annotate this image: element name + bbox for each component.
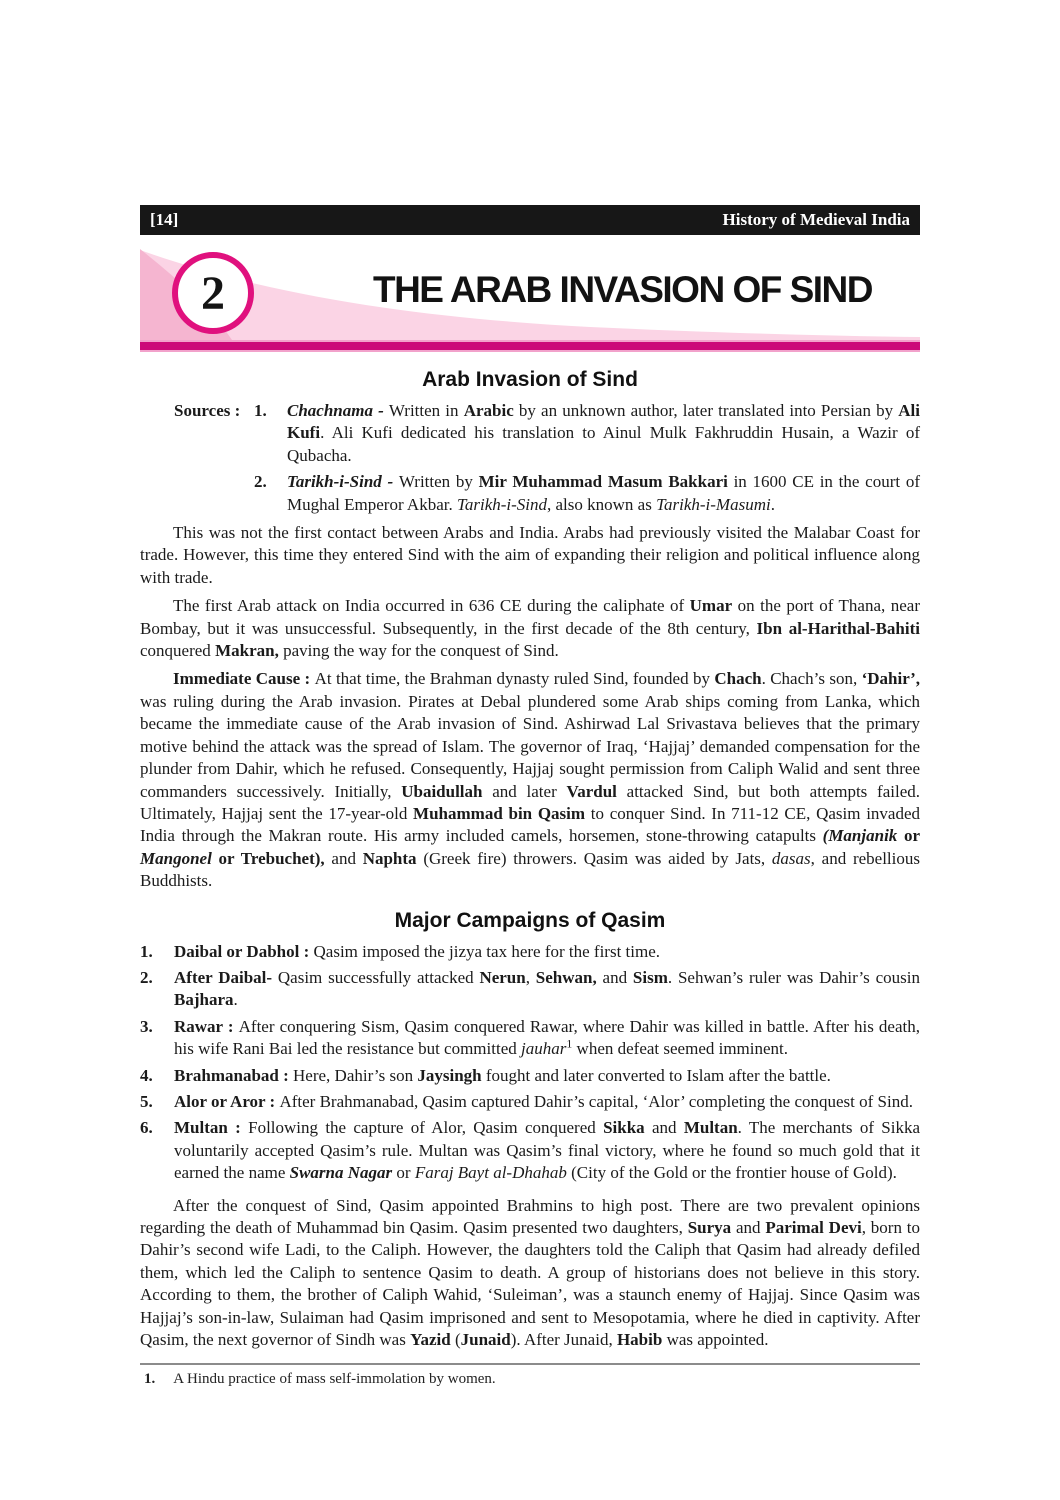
campaign-item-number: 3.	[140, 1016, 153, 1036]
sources-block	[140, 400, 920, 516]
paragraph-first-attack: The first Arab attack on India occurred in 636 CE during the caliphate of Umar on the port of Thana, near Bombay, but it was unsuccessful. Subsequently, in the first decade of the 8th century, Ibn al-Harithal-Bahiti conquered Makran, paving the way for the conquest of Sind.	[140, 596, 920, 661]
paragraph-aftermath: After the conquest of Sind, Qasim appointed Brahmins to high post. There are two prevalent opinions regarding the death of Muhammad bin Qasim. Qasim presented two daughters, Surya and Parimal Devi, born to Dahir’s second wife Ladi, to the Caliph. However, the daughters told the Caliph that Qasim had already defiled them, which led the Caliph to sentence Qasim to death. A group of historians does not believe in this story. According to them, the brother of Caliph Wahid, ‘Suleiman’, was a staunch enemy of Hajjaj. Since Qasim was Hajjaj’s son-in-law, Sulaiman had Qasim imprisoned and sent to Mesopotamia, where he died in captivity. After Qasim, the next governor of Sindh was Yazid (Junaid). After Junaid, Habib was appointed.	[140, 1195, 920, 1350]
chapter-title: THE ARAB INVASION OF SIND	[372, 269, 873, 310]
campaign-list	[140, 941, 920, 1185]
footnote-number: 1.	[144, 1371, 156, 1388]
campaign-item-text: Rawar : After conquering Sism, Qasim conquered Rawar, where Dahir was killed in battle. After his death, his wife Rani Bai led the resistance but committed jauhar$^1$ when defeat seemed imminent.	[174, 1016, 920, 1059]
book-title: History of Medieval India	[722, 210, 910, 229]
footnote-text: A Hindu practice of mass self-immolation by women.	[173, 1371, 496, 1388]
campaign-item-alor	[140, 1091, 920, 1113]
campaign-item-text: Brahmanabad : Here, Dahir’s son Jaysingh fought and later converted to Islam after the battle.	[174, 1065, 831, 1085]
campaign-item-text: Daibal or Dabhol : Qasim imposed the jizya tax here for the first time.	[174, 941, 661, 961]
chapter-number-badge	[172, 252, 254, 334]
source-row	[140, 400, 920, 467]
campaign-item-number: 4.	[140, 1065, 153, 1085]
header-bar	[140, 205, 920, 235]
sources-label: Sources :	[174, 401, 241, 420]
campaign-item-number: 5.	[140, 1091, 153, 1111]
source-item-chachnama: Chachnama - Written in Arabic by an unknown author, later translated into Persian by Ali Kufi. Ali Kufi dedicated his translation to Ainul Mulk Fakhruddin Husain, a Wazir of Qubacha.	[287, 401, 921, 465]
campaign-item-number: 1.	[140, 941, 153, 961]
section-heading-arab-invasion: Arab Invasion of Sind	[422, 368, 638, 391]
source-number: 1.	[254, 401, 267, 420]
source-row	[140, 471, 920, 516]
sources-label-spacer	[174, 471, 254, 516]
page-content	[140, 205, 920, 1388]
section-heading-major-campaigns: Major Campaigns of Qasim	[394, 908, 666, 932]
source-number: 2.	[254, 472, 267, 492]
paragraph-immediate-cause: Immediate Cause : At that time, the Brahman dynasty ruled Sind, founded by Chach. Chach’s son, ‘Dahir’, was ruling during the Arab invasion. Pirates at Debal plundered some Arab ships coming from Lanka, which became the immediate cause of the Arab invasion of Sind. Ashirwad Lal Srivastava believes that the primary motive behind the attack was the spread of Islam. The governor of Iraq, ‘Hajjaj’ demanded compensation for the plunder from Dahir, which he refused. Consequently, Hajjaj sought permission from Caliph Walid and sent three commanders successively. Initially, Ubaidullah and later Vardul attacked Sind, but both attempts failed. Ultimately, Hajjaj sent the 17-year-old Muhammad bin Qasim to conquer Sind. In 711-12 CE, Qasim invaded India through the Makran route. His army included camels, horsemen, stone-throwing catapults (Manjanik or Mangonel or Trebuchet), and Naphta (Greek fire) throwers. Qasim was aided by Jats, dasas, and rebellious Buddhists.	[140, 669, 921, 891]
accent-rule	[140, 340, 920, 352]
campaign-item-number: 2.	[140, 967, 153, 987]
campaign-item-rawar	[140, 1016, 920, 1061]
paragraph-first-contact: This was not the first contact between Arabs and India. Arabs had previously visited the Malabar Coast for trade. However, this time they entered Sind with the aim of expanding their religion and political influence along with trade.	[140, 523, 920, 587]
footnote	[140, 1365, 920, 1388]
campaign-item-brahmanabad	[140, 1065, 920, 1087]
campaign-item-number: 6.	[140, 1118, 153, 1138]
campaign-item-after-daibal	[140, 967, 920, 1012]
campaign-item-text: After Daibal- Qasim successfully attacked Nerun, Sehwan, and Sism. Sehwan’s ruler was Dahir’s cousin Bajhara.	[174, 967, 920, 1010]
campaign-item-text: Multan : Following the capture of Alor, Qasim conquered Sikka and Multan. The merchants of Sikka voluntarily accepted Qasim’s rule. Multan was Qasim’s final victory, where he found so much gold that it earned the name Swarna Nagar or Faraj Bayt al-Dhahab (City of the Gold or the frontier house of Gold).	[174, 1118, 921, 1183]
chapter-banner	[140, 245, 920, 340]
chapter-number: 2	[201, 266, 225, 320]
page-number: [14]	[150, 210, 179, 229]
campaign-item-text: Alor or Aror : After Brahmanabad, Qasim captured Dahir’s capital, ‘Alor’ completing the conquest of Sind.	[174, 1091, 913, 1111]
campaign-item-daibal	[140, 941, 920, 963]
source-item-tarikh-i-sind: Tarikh-i-Sind - Written by Mir Muhammad Masum Bakkari in 1600 CE in the court of Mughal Emperor Akbar. Tarikh-i-Sind, also known as Tarikh-i-Masumi.	[287, 472, 920, 514]
campaign-item-multan	[140, 1117, 920, 1184]
